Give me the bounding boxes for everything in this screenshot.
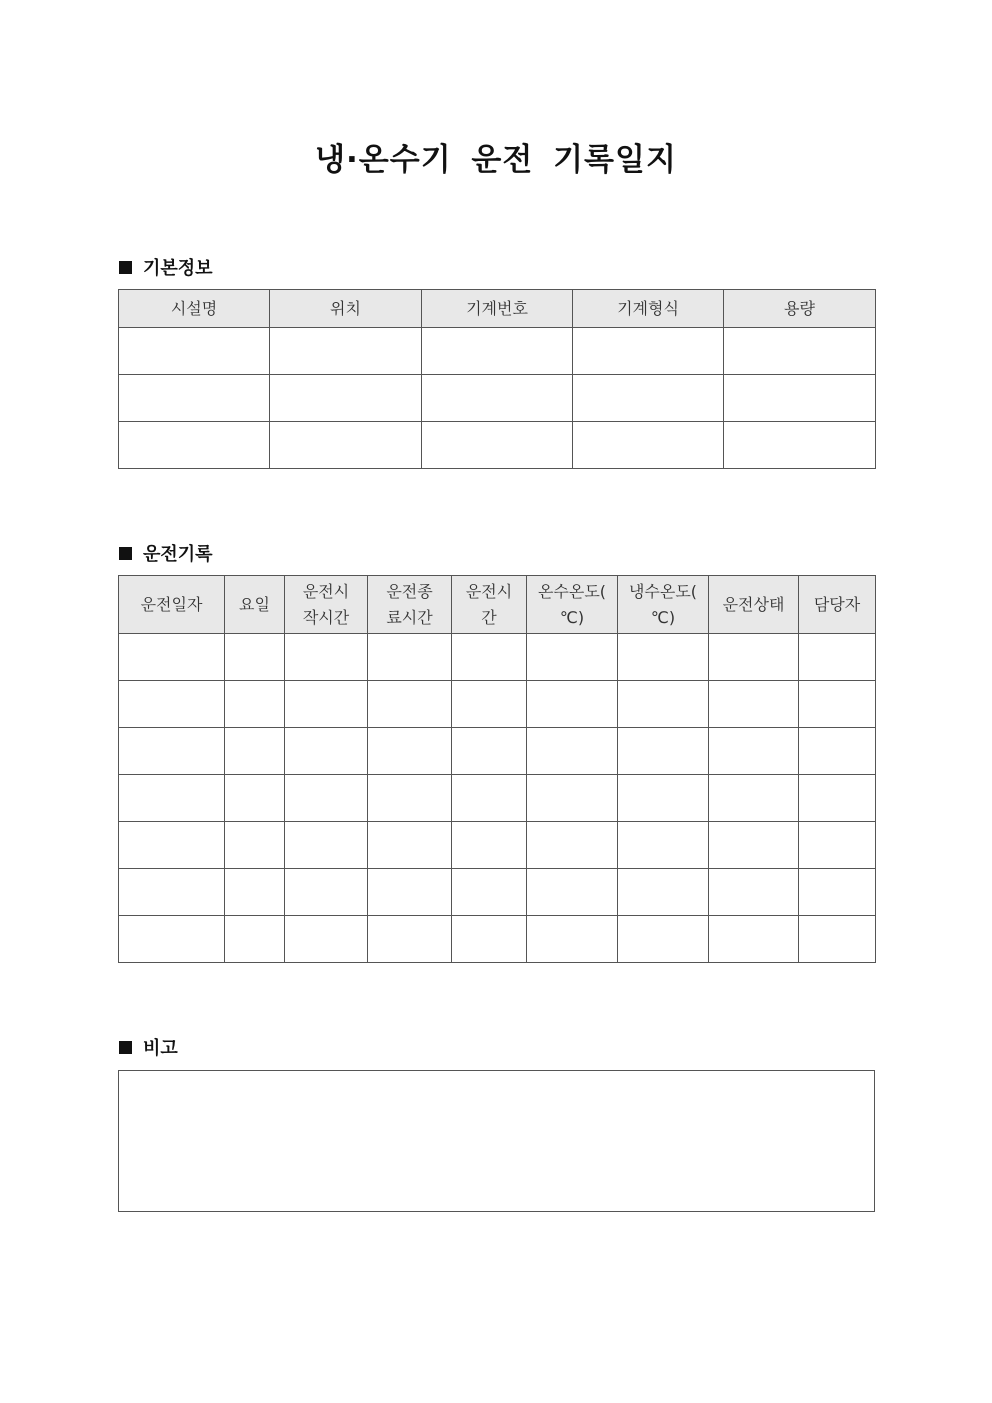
table-cell[interactable] [270, 328, 422, 375]
table-cell[interactable] [618, 775, 709, 822]
table-cell[interactable] [225, 822, 285, 869]
table-cell[interactable] [285, 916, 368, 963]
table-cell[interactable] [119, 328, 270, 375]
square-bullet-icon [119, 547, 132, 560]
header-machine-type: 기계형식 [573, 290, 724, 328]
basic-info-header-row [119, 290, 876, 328]
document-title: 냉·온수기 운전 기록일지 [315, 142, 677, 178]
square-bullet-icon [119, 261, 132, 274]
table-cell[interactable] [709, 634, 799, 681]
table-cell[interactable] [709, 728, 799, 775]
table-cell[interactable] [452, 869, 527, 916]
operation-log-header-row [119, 576, 876, 634]
table-cell[interactable] [527, 728, 618, 775]
table-cell[interactable] [709, 775, 799, 822]
table-cell[interactable] [285, 728, 368, 775]
table-cell[interactable] [799, 775, 876, 822]
table-row [119, 328, 876, 375]
table-cell[interactable] [573, 422, 724, 469]
table-cell[interactable] [368, 822, 452, 869]
table-cell[interactable] [799, 681, 876, 728]
table-cell[interactable] [618, 634, 709, 681]
table-cell[interactable] [119, 728, 225, 775]
table-cell[interactable] [527, 681, 618, 728]
table-row [119, 916, 876, 963]
table-cell[interactable] [225, 634, 285, 681]
table-row [119, 775, 876, 822]
table-cell[interactable] [422, 422, 573, 469]
table-cell[interactable] [368, 916, 452, 963]
table-cell[interactable] [799, 916, 876, 963]
table-cell[interactable] [368, 869, 452, 916]
header-person-in-charge: 담당자 [799, 576, 876, 634]
table-cell[interactable] [119, 634, 225, 681]
table-cell[interactable] [119, 916, 225, 963]
remarks-heading-label: 비고 [143, 1038, 178, 1059]
table-cell[interactable] [119, 822, 225, 869]
table-cell[interactable] [422, 328, 573, 375]
table-cell[interactable] [527, 869, 618, 916]
table-cell[interactable] [709, 869, 799, 916]
table-cell[interactable] [285, 634, 368, 681]
table-cell[interactable] [285, 775, 368, 822]
basic-info-table [118, 289, 876, 469]
table-cell[interactable] [368, 728, 452, 775]
header-location: 위치 [270, 290, 422, 328]
table-cell[interactable] [618, 916, 709, 963]
table-cell[interactable] [527, 775, 618, 822]
table-cell[interactable] [452, 822, 527, 869]
table-cell[interactable] [119, 422, 270, 469]
header-operation-date: 운전일자 [119, 576, 225, 634]
table-cell[interactable] [452, 916, 527, 963]
table-cell[interactable] [285, 869, 368, 916]
table-cell[interactable] [368, 681, 452, 728]
table-cell[interactable] [119, 775, 225, 822]
table-row [119, 681, 876, 728]
header-hot-water-temp: 온수온도( ℃) [527, 576, 618, 634]
table-cell[interactable] [573, 375, 724, 422]
table-cell[interactable] [270, 422, 422, 469]
table-cell[interactable] [225, 869, 285, 916]
header-weekday: 요일 [225, 576, 285, 634]
table-cell[interactable] [618, 681, 709, 728]
table-cell[interactable] [225, 681, 285, 728]
header-facility-name: 시설명 [119, 290, 270, 328]
header-end-time: 운전종 료시간 [368, 576, 452, 634]
table-cell[interactable] [368, 775, 452, 822]
operation-log-body [119, 634, 876, 963]
square-bullet-icon [119, 1041, 132, 1054]
table-cell[interactable] [618, 869, 709, 916]
table-cell[interactable] [452, 728, 527, 775]
basic-info-heading [119, 254, 213, 280]
table-cell[interactable] [285, 681, 368, 728]
table-cell[interactable] [724, 375, 876, 422]
table-cell[interactable] [709, 822, 799, 869]
table-cell[interactable] [527, 634, 618, 681]
table-row [119, 375, 876, 422]
table-cell[interactable] [285, 822, 368, 869]
table-cell[interactable] [119, 681, 225, 728]
remarks-box[interactable] [118, 1070, 875, 1212]
table-row [119, 822, 876, 869]
table-cell[interactable] [724, 422, 876, 469]
table-cell[interactable] [527, 822, 618, 869]
table-cell[interactable] [709, 681, 799, 728]
table-cell[interactable] [270, 375, 422, 422]
table-row [119, 422, 876, 469]
header-machine-number: 기계번호 [422, 290, 573, 328]
table-cell[interactable] [119, 375, 270, 422]
header-capacity: 용량 [724, 290, 876, 328]
table-cell[interactable] [573, 328, 724, 375]
table-cell[interactable] [452, 775, 527, 822]
header-operation-status: 운전상태 [709, 576, 799, 634]
table-cell[interactable] [452, 681, 527, 728]
table-cell[interactable] [618, 728, 709, 775]
table-cell[interactable] [709, 916, 799, 963]
table-cell[interactable] [799, 869, 876, 916]
table-cell[interactable] [527, 916, 618, 963]
operation-log-table [118, 575, 876, 963]
table-cell[interactable] [724, 328, 876, 375]
table-cell[interactable] [799, 634, 876, 681]
table-cell[interactable] [225, 775, 285, 822]
header-run-time: 운전시 간 [452, 576, 527, 634]
table-cell[interactable] [618, 822, 709, 869]
table-cell[interactable] [799, 822, 876, 869]
basic-info-heading-label: 기본정보 [143, 258, 213, 279]
table-cell[interactable] [225, 916, 285, 963]
table-row [119, 728, 876, 775]
operation-log-heading-label: 운전기록 [143, 544, 213, 565]
table-row [119, 869, 876, 916]
table-cell[interactable] [368, 634, 452, 681]
header-cold-water-temp: 냉수온도( ℃) [618, 576, 709, 634]
table-cell[interactable] [225, 728, 285, 775]
table-row [119, 634, 876, 681]
table-cell[interactable] [452, 634, 527, 681]
table-cell[interactable] [799, 728, 876, 775]
table-cell[interactable] [119, 869, 225, 916]
table-cell[interactable] [422, 375, 573, 422]
remarks-heading [119, 1034, 178, 1060]
operation-log-heading [119, 540, 213, 566]
header-start-time: 운전시 작시간 [285, 576, 368, 634]
